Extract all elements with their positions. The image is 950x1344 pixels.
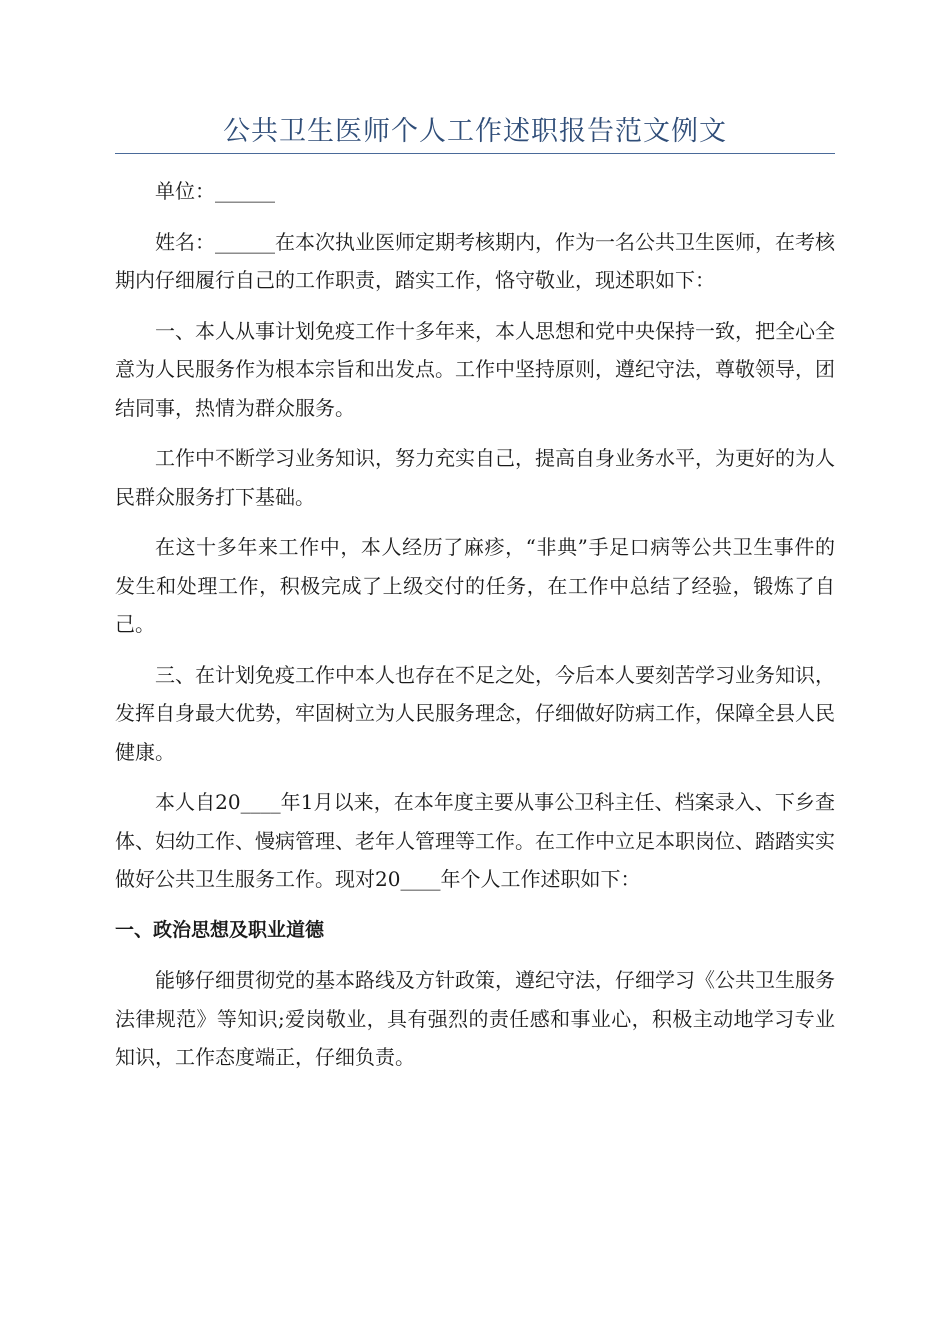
section-heading: 一、政治思想及职业道德 <box>115 918 325 941</box>
paragraph-1: 一、本人从事计划免疫工作十多年来，本人思想和党中央保持一致，把全心全意为人民服务作为根本宗旨和出发点。工作中坚持原则，遵纪守法，尊敬领导，团结同事，热情为群众服务。 <box>115 318 835 420</box>
paragraph-5: 本人自20____年1月以来，在本年度主要从事公卫科主任、档案录入、下乡查体、妇幼工作、慢病管理、老年人管理等工作。在工作中立足本职岗位、踏踏实实做好公共卫生服务工作。现对20____年个人工作述职如下： <box>115 790 835 891</box>
title-underline <box>115 153 835 154</box>
unit-line: 单位：______ <box>155 179 275 203</box>
paragraph-3: 在这十多年来工作中，本人经历了麻疹，“非典”手足口病等公共卫生事件的发生和处理工作，积极完成了上级交付的任务，在工作中总结了经验，锻炼了自己。 <box>115 535 835 636</box>
section-paragraph: 能够仔细贯彻党的基本路线及方针政策，遵纪守法，仔细学习《公共卫生服务法律规范》等知识;爱岗敬业，具有强烈的责任感和事业心，积极主动地学习专业知识，工作态度端正，仔细负责。 <box>115 968 835 1069</box>
document-title: 公共卫生医师个人工作述职报告范文例文 <box>223 116 727 147</box>
paragraph-4: 三、在计划免疫工作中本人也存在不足之处，今后本人要刻苦学习业务知识，发挥自身最大优势，牢固树立为人民服务理念，仔细做好防病工作，保障全县人民健康。 <box>115 662 835 764</box>
title-block <box>115 112 835 156</box>
paragraph-2: 工作中不断学习业务知识，努力充实自己，提高自身业务水平，为更好的为人民群众服务打下基础。 <box>115 446 835 509</box>
paragraph-intro: 姓名：______在本次执业医师定期考核期内，作为一名公共卫生医师，在考核期内仔细履行自己的工作职责，踏实工作，恪守敬业，现述职如下： <box>115 229 835 292</box>
document-body <box>115 172 835 1089</box>
